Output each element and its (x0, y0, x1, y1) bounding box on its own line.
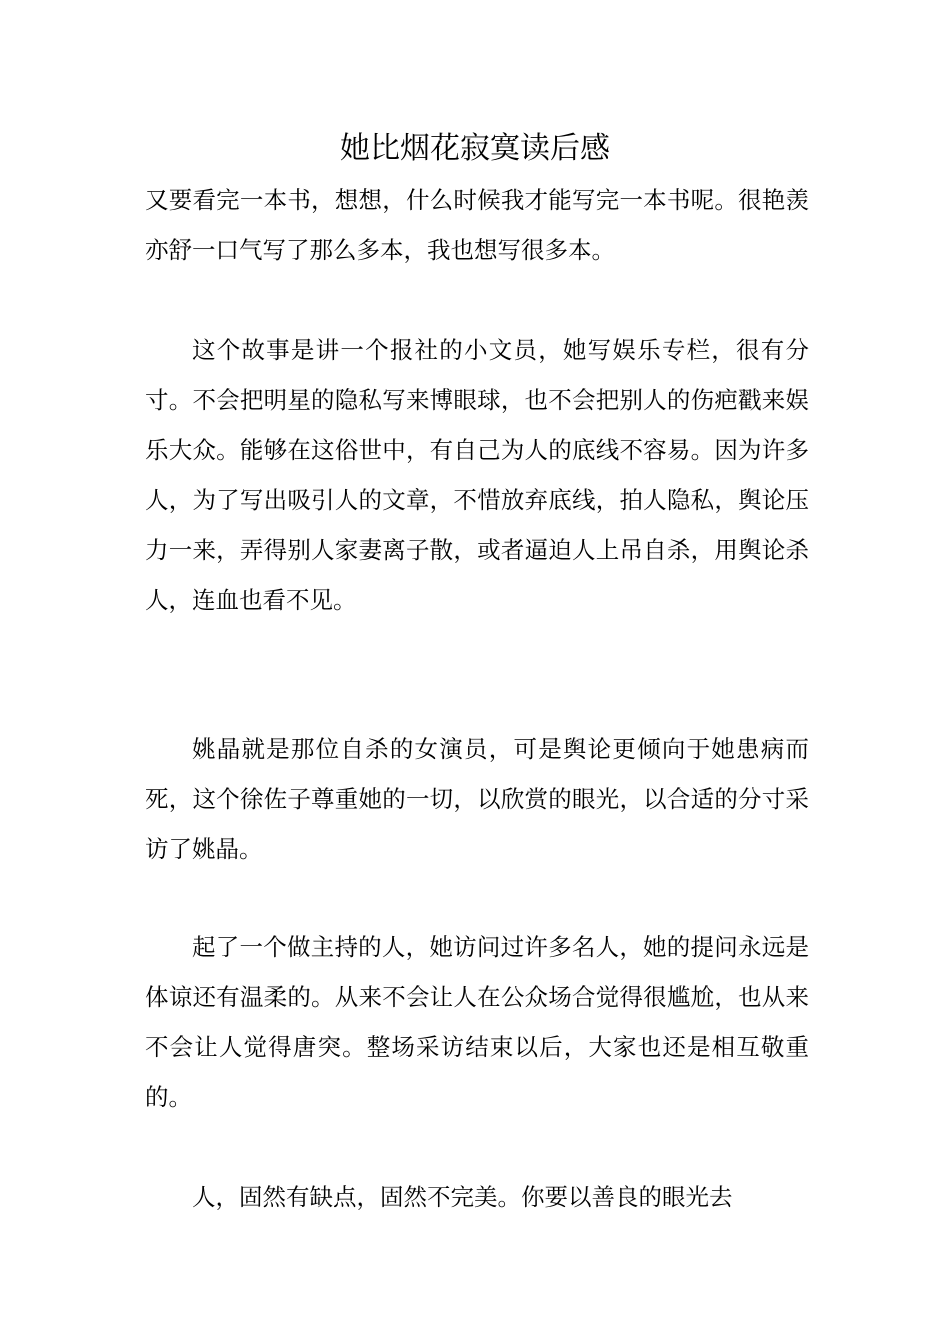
paragraph-host: 起了一个做主持的人，她访问过许多名人，她的提问永远是体谅还有温柔的。从来不会让人在公众场合觉得很尴尬，也从来不会让人觉得唐突。整场采访结束以后，大家也还是相互敬重的。 (145, 933, 809, 1111)
paragraph-story: 这个故事是讲一个报社的小文员，她写娱乐专栏，很有分寸。不会把明星的隐私写来博眼球，也不会把别人的伤疤戳来娱乐大众。能够在这俗世中，有自己为人的底线不容易。因为许多人，为了写出吸引人的文章，不惜放弃底线，拍人隐私，舆论压力一来，弄得别人家妻离子散，或者逼迫人上吊自杀，用舆论杀人，连血也看不见。 (145, 336, 809, 614)
document-title: 她比烟花寂寞读后感 (340, 131, 610, 166)
paragraph-closing: 人，固然有缺点，固然不完美。你要以善良的眼光去 (192, 1183, 733, 1211)
paragraph-intro: 又要看完一本书，想想，什么时候我才能写完一本书呢。很艳羡亦舒一口气写了那么多本，我也想写很多本。 (145, 186, 809, 264)
paragraph-yaojing: 姚晶就是那位自杀的女演员，可是舆论更倾向于她患病而死，这个徐佐子尊重她的一切，以欣赏的眼光，以合适的分寸采访了姚晶。 (145, 735, 809, 863)
